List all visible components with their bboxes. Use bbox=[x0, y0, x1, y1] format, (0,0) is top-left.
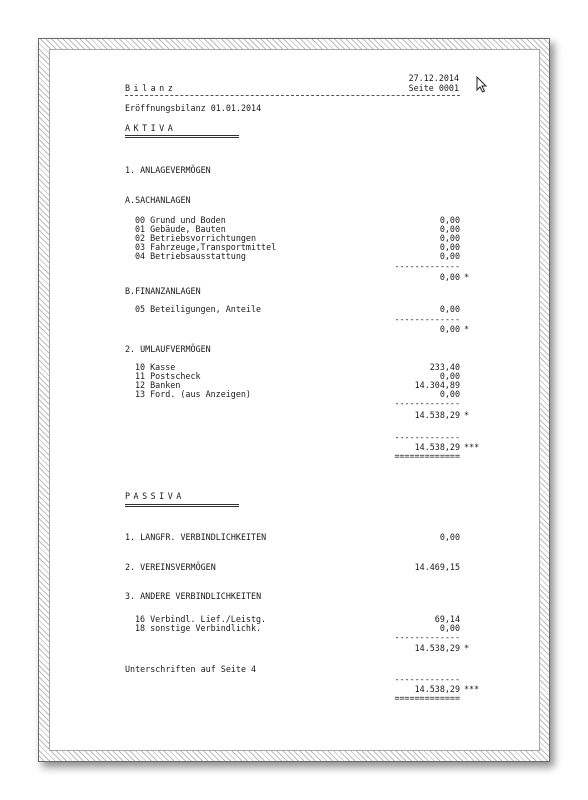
andere-heading: 3. ANDERE VERBINDLICHKEITEN bbox=[125, 591, 262, 601]
subtotal-dashes: ------------- bbox=[394, 314, 460, 324]
account-value: 0,00 bbox=[439, 623, 460, 633]
anlagevermoegen-heading: 1. ANLAGEVERMÖGEN bbox=[125, 165, 211, 175]
account-label: 02 Betriebsvorrichtungen bbox=[135, 233, 257, 243]
report-sheet bbox=[49, 49, 540, 751]
report-date: 27.12.2014 bbox=[408, 73, 459, 83]
account-label: 00 Grund und Boden bbox=[135, 215, 226, 225]
account-label: 18 sonstige Verbindlichk. bbox=[135, 623, 262, 633]
report-title: Bilanz bbox=[125, 83, 177, 93]
account-label: 03 Fahrzeuge,Transportmittel bbox=[135, 242, 277, 252]
langfr-label: 1. LANGFR. VERBINDLICHKEITEN bbox=[125, 532, 267, 542]
total-dashes: ------------- bbox=[394, 674, 460, 684]
account-label: 10 Kasse bbox=[135, 362, 176, 372]
total-mark: *** bbox=[464, 684, 480, 694]
account-value: 0,00 bbox=[439, 304, 460, 314]
langfr-value: 0,00 bbox=[439, 532, 460, 542]
account-value: 0,00 bbox=[439, 371, 460, 381]
aktiva-underline bbox=[125, 135, 239, 138]
finanzanlagen-heading: B.FINANZANLAGEN bbox=[125, 286, 201, 296]
subtotal-value: 0,00 bbox=[439, 324, 460, 334]
total-underline: ============= bbox=[394, 451, 460, 461]
aktiva-heading: AKTIVA bbox=[125, 123, 177, 133]
account-label: 05 Beteiligungen, Anteile bbox=[135, 304, 262, 314]
passiva-underline bbox=[125, 504, 239, 507]
subtotal-value: 14.538,29 bbox=[414, 643, 460, 653]
page-number: Seite 0001 bbox=[408, 83, 459, 93]
account-label: 12 Banken bbox=[135, 380, 181, 390]
report-subtitle: Eröffnungsbilanz 01.01.2014 bbox=[125, 103, 262, 113]
account-value: 0,00 bbox=[439, 215, 460, 225]
vereinsvermoegen-value: 14.469,15 bbox=[414, 562, 460, 572]
account-value: 0,00 bbox=[439, 224, 460, 234]
subtotal-mark: * bbox=[464, 410, 470, 420]
subtotal-dashes: ------------- bbox=[394, 632, 460, 642]
document-frame bbox=[38, 38, 550, 762]
aktiva-total: 14.538,29 bbox=[414, 442, 460, 452]
account-label: 13 Ford. (aus Anzeigen) bbox=[135, 389, 251, 399]
subtotal-dashes: ------------- bbox=[394, 398, 460, 408]
total-dashes: ------------- bbox=[394, 432, 460, 442]
account-value: 0,00 bbox=[439, 251, 460, 261]
subtotal-mark: * bbox=[464, 324, 470, 334]
account-value: 69,14 bbox=[434, 614, 460, 624]
account-label: 04 Betriebsausstattung bbox=[135, 251, 246, 261]
subtotal-value: 14.538,29 bbox=[414, 410, 460, 420]
sachanlagen-heading: A.SACHANLAGEN bbox=[125, 195, 191, 205]
passiva-total: 14.538,29 bbox=[414, 684, 460, 694]
account-value: 233,40 bbox=[429, 362, 460, 372]
account-value: 0,00 bbox=[439, 389, 460, 399]
total-mark: *** bbox=[464, 442, 480, 452]
signature-note: Unterschriften auf Seite 4 bbox=[125, 664, 257, 674]
total-underline: ============= bbox=[394, 693, 460, 703]
account-value: 14.304,89 bbox=[414, 380, 460, 390]
header-rule bbox=[125, 95, 460, 96]
vereinsvermoegen-label: 2. VEREINSVERMÖGEN bbox=[125, 562, 216, 572]
passiva-heading: PASSIVA bbox=[125, 491, 185, 501]
subtotal-dashes: ------------- bbox=[394, 261, 460, 271]
account-label: 11 Postscheck bbox=[135, 371, 201, 381]
account-value: 0,00 bbox=[439, 233, 460, 243]
mouse-pointer-icon bbox=[476, 76, 489, 93]
account-label: 16 Verbindl. Lief./Leistg. bbox=[135, 614, 267, 624]
account-label: 01 Gebäude, Bauten bbox=[135, 224, 226, 234]
subtotal-mark: * bbox=[464, 272, 470, 282]
subtotal-mark: * bbox=[464, 643, 470, 653]
umlaufvermoegen-heading: 2. UMLAUFVERMÖGEN bbox=[125, 344, 211, 354]
subtotal-value: 0,00 bbox=[439, 272, 460, 282]
account-value: 0,00 bbox=[439, 242, 460, 252]
